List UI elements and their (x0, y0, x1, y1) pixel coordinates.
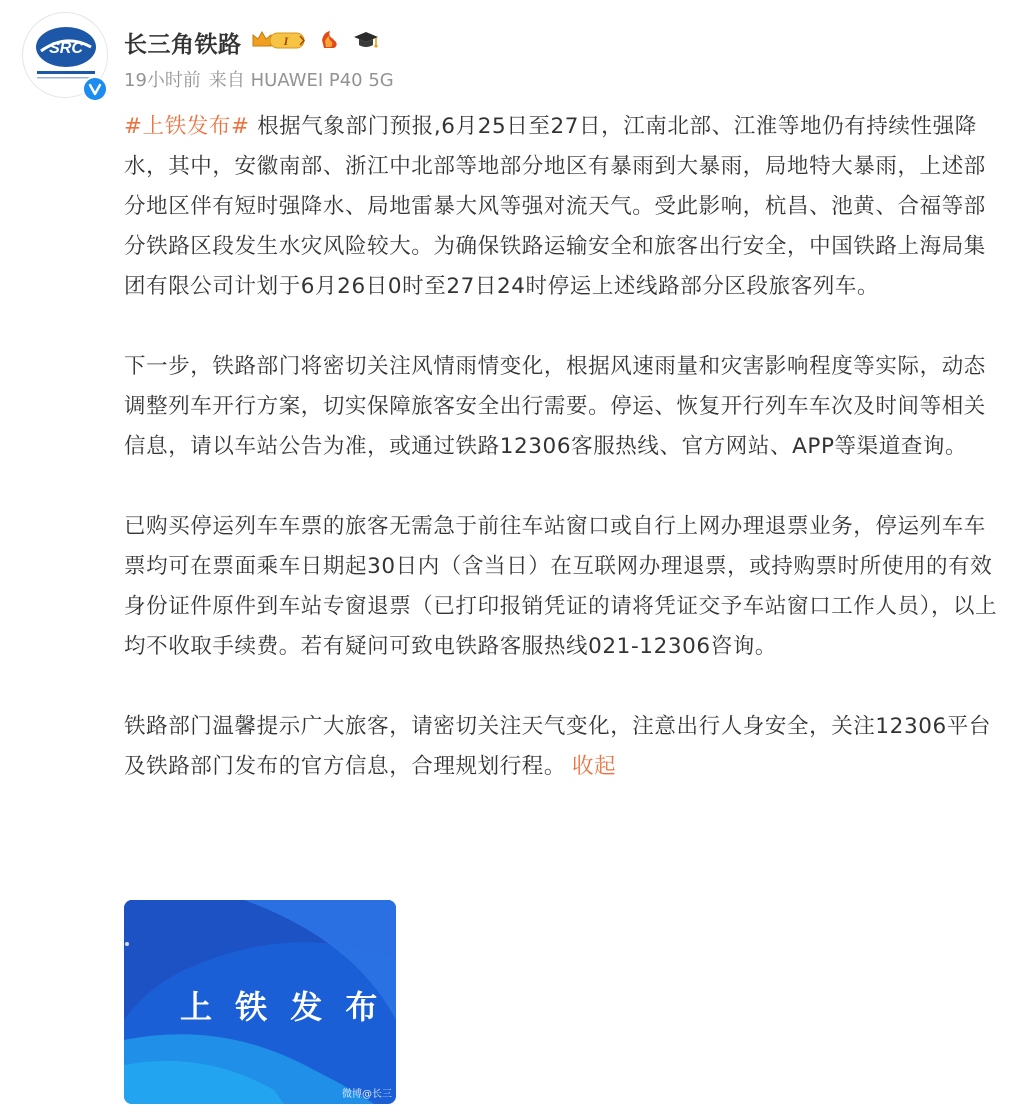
image-title: 上 铁 发 布 (180, 988, 384, 1026)
post-image[interactable] (124, 900, 396, 1104)
post-source: 来自 HUAWEI P40 5G (208, 70, 394, 91)
paragraph-1-text: 根据气象部门预报,6月25日至27日，江南北部、江淮等地仍有持续性强降水，其中，安徽南部、浙江中北部等地部分地区有暴雨到大暴雨，局地特大暴雨，上述部分地区伴有短时强降水、局地雷暴大风等强对流天气。受此影响，杭昌、池黄、合福等部分铁路区段发生水灾风险较大。为确保铁路运输安全和旅客出行安全，中国铁路上海局集团有限公司计划于6月26日0时至27日24时停运上述线路部分区段旅客列车。 (124, 114, 986, 299)
svg-text:I: I (283, 34, 288, 48)
verified-badge-icon (82, 76, 108, 102)
paragraph-2: 下一步，铁路部门将密切关注风情雨情变化，根据风速雨量和灾害影响程度等实际，动态调整列车开行方案，切实保障旅客安全出行需要。停运、恢复开行列车车次及时间等相关信息，请以车站公告为准，或通过铁路12306客服热线、官方网站、APP等渠道查询。 (124, 354, 986, 459)
paragraph-3: 已购买停运列车车票的旅客无需急于前往车站窗口或自行上网办理退票业务，停运列车车票均可在票面乘车日期起30日内（含当日）在互联网办理退票，或持购票时所使用的有效身份证件原件到车站专窗退票（已打印报销凭证的请将凭证交予车站窗口工作人员），以上均不收取手续费。若有疑问可致电铁路客服热线021-12306咨询。 (124, 514, 998, 659)
image-watermark: 微博@长三 (342, 1089, 392, 1100)
fire-shoe-icon[interactable] (318, 28, 344, 56)
collapse-link[interactable]: 收起 (572, 754, 617, 779)
crown-level-badge-icon[interactable] (250, 28, 310, 56)
paragraph-4-text: 铁路部门温馨提示广大旅客，请密切关注天气变化，注意出行人身安全，关注12306平台及铁路部门发布的官方信息，合理规划行程。 (124, 714, 991, 779)
post-content (124, 107, 1004, 787)
author-name[interactable]: 长三角铁路 (124, 31, 242, 58)
hashtag-link[interactable]: #上铁发布# (124, 114, 250, 139)
graduation-cap-icon[interactable] (352, 28, 380, 56)
author-row (124, 24, 380, 60)
svg-text:SRC: SRC (49, 40, 83, 57)
post-time[interactable]: 19小时前 (124, 70, 201, 91)
paragraph-4 (124, 707, 1004, 787)
paragraph-1 (124, 107, 1004, 307)
post-meta (124, 66, 394, 92)
